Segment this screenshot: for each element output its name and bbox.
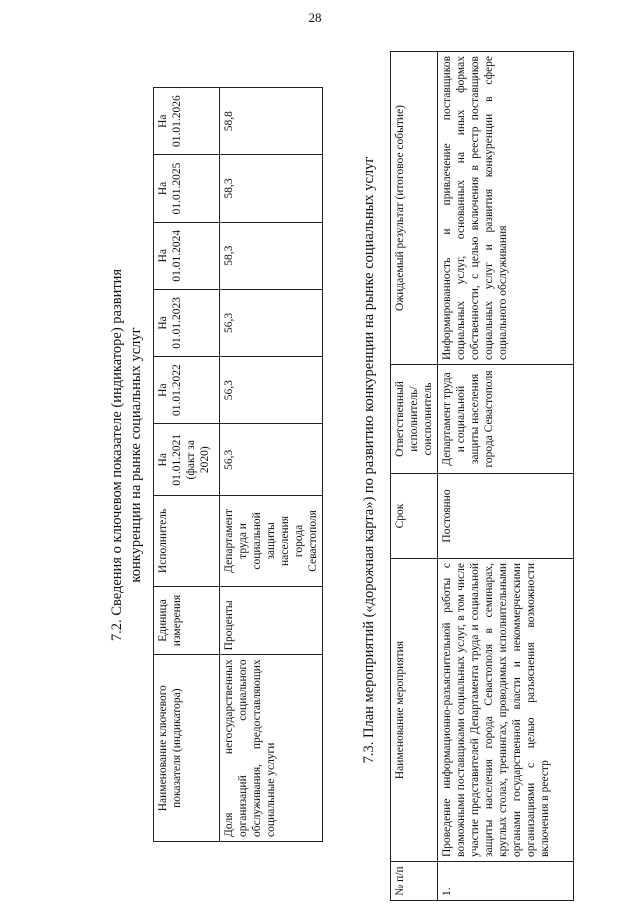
- indicator-row: [220, 88, 323, 842]
- activity-num: 1.: [438, 862, 574, 901]
- value-2021: 56,3: [220, 424, 323, 496]
- page-number: 28: [308, 10, 322, 25]
- indicator-table-header: [154, 88, 220, 842]
- section-7-3-title: 7.3. План мероприятий («дорожная карта») по развитию конкуренции на рынке социальных услуг: [361, 156, 377, 764]
- header-2021: На 01.01.2021 (факт за 2020): [154, 424, 220, 496]
- indicator-executor: Департамент труда и социальной защиты населения города Севастополя: [220, 496, 323, 586]
- section-7-2-title-line2: конкуренции на рынке социальных услуг: [128, 327, 144, 583]
- header-responsible: Ответственный исполнитель/ соисполнитель: [391, 365, 438, 474]
- activity-name: Проведение информационно-разъяснительной работы с возможными поставщиками социальных услуг, в том числе участие представителей Департамента труда и социальной защиты населения города Севастополя в семинарах, круглых столах, тренингах, проводимых исполнительными органами государственной власти и некоммерческими организациями с целью разъяснения возможности включения в реестр: [438, 559, 574, 862]
- header-2026: На 01.01.2026: [154, 88, 220, 155]
- header-unit: Единица измерения: [154, 586, 220, 655]
- roadmap-table: [390, 51, 574, 901]
- header-term: Срок: [391, 474, 438, 559]
- header-2022: На 01.01.2022: [154, 357, 220, 424]
- value-2024: 58,3: [220, 222, 323, 289]
- indicator-name: Доля негосударственных организаций социального обслуживания, предоставляющих социальные услуги: [220, 655, 323, 842]
- header-2024: На 01.01.2024: [154, 222, 220, 289]
- header-activity-name: Наименование мероприятия: [391, 559, 438, 862]
- section-7-2-title-line1: 7.2. Сведения о ключевом показателе (индикаторе) развития: [109, 268, 125, 642]
- indicator-table: [153, 87, 323, 842]
- section-7-2-title: [108, 145, 146, 765]
- roadmap-table-header: [391, 52, 438, 901]
- header-2025: На 01.01.2025: [154, 155, 220, 222]
- header-2023: На 01.01.2023: [154, 289, 220, 356]
- header-indicator-name: Наименование ключевого показателя (индикатора): [154, 655, 220, 842]
- activity-term: Постоянно: [438, 474, 574, 559]
- value-2023: 56,3: [220, 289, 323, 356]
- header-executor: Исполнитель: [154, 496, 220, 586]
- header-expected-result: Ожидаемый результат (итоговое событие): [391, 52, 438, 365]
- activity-result: Информированность и привлечение поставщиков социальных услуг, основанных на иных формах собственности, с целью включения в реестр поставщиков социальных услуг и развития конкуренции в сфере социального обслуживания: [438, 52, 574, 365]
- value-2026: 58,8: [220, 88, 323, 155]
- value-2025: 58,3: [220, 155, 323, 222]
- header-num: № п/п: [391, 862, 438, 901]
- indicator-unit: Проценты: [220, 586, 323, 655]
- roadmap-row: [438, 52, 574, 901]
- value-2022: 56,3: [220, 357, 323, 424]
- activity-responsible: Департамент труда и социальной защиты населения города Севастополя: [438, 365, 574, 474]
